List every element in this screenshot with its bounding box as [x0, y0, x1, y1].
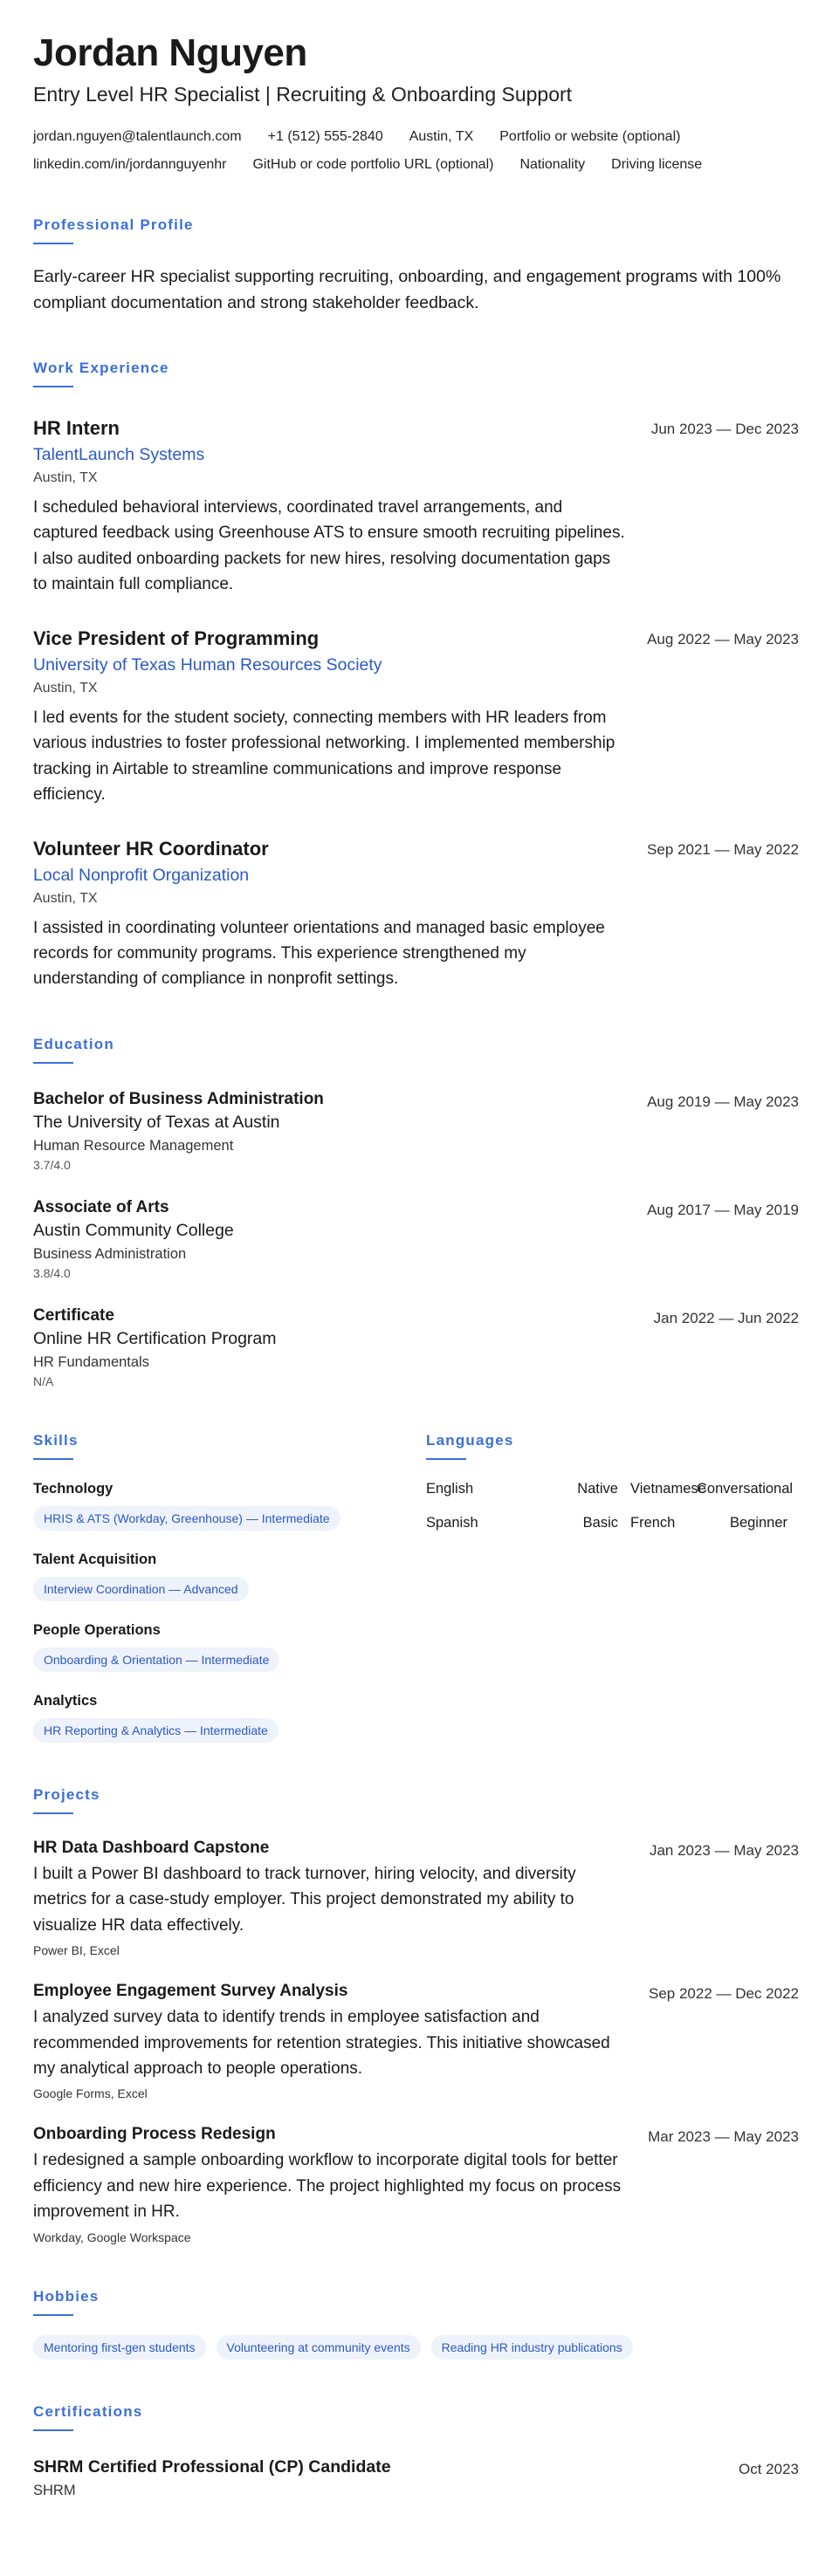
job-dates: Aug 2022 — May 2023 [647, 630, 799, 647]
skill-chip: HR Reporting & Analytics — Intermediate [33, 1718, 278, 1743]
project-name: Employee Engagement Survey Analysis [33, 1982, 348, 2001]
section-divider [33, 2314, 73, 2316]
project-entry [33, 1982, 799, 2100]
section-title: Projects [33, 1785, 100, 1803]
skill-group [33, 1552, 426, 1601]
section-title: Professional Profile [33, 216, 194, 233]
job-description: I assisted in coordinating volunteer orientations and managed basic employee records for community programs. This experience strengthened my understanding of compliance in nonprofit settings. [33, 918, 605, 989]
experience-entry [33, 627, 799, 808]
project-entry [33, 2125, 799, 2244]
section-divider [33, 1458, 73, 1460]
education-section [33, 1036, 799, 1388]
section-title: Certifications [33, 2402, 143, 2420]
gpa-value: N/A [33, 1374, 54, 1388]
project-tools: Google Forms, Excel [33, 2086, 148, 2101]
contact-github[interactable]: GitHub or code portfolio URL (optional) [252, 156, 494, 172]
language-level: Basic [582, 1514, 618, 1531]
company-name: Local Nonprofit Organization [33, 865, 250, 885]
job-location: Austin, TX [33, 470, 98, 486]
projects-section [33, 1786, 799, 2244]
resume-header [33, 31, 799, 173]
certifications-section [33, 2403, 799, 2499]
contact-phone[interactable]: +1 (512) 555-2840 [267, 128, 383, 144]
education-dates: Aug 2019 — May 2023 [647, 1093, 799, 1110]
contact-driving-license: Driving license [611, 156, 703, 172]
hobbies-section [33, 2288, 799, 2360]
project-description: I built a Power BI dashboard to track turnover, hiring velocity, and diversity metrics for a case-study employer. This project demonstrated my ability to visualize HR data effectively. [33, 1864, 576, 1935]
hobby-list [33, 2335, 799, 2360]
project-description: I analyzed survey data to identify trends in employee satisfaction and recommended improvements for retention strategies. This initiative showcased my analytical approach to people operations. [33, 2008, 610, 2079]
project-entry [33, 1839, 799, 1957]
job-title: HR Intern [33, 417, 120, 440]
language-name: Vietnamese [630, 1480, 706, 1497]
education-dates: Jan 2022 — Jun 2022 [653, 1309, 799, 1326]
project-name: Onboarding Process Redesign [33, 2125, 276, 2144]
gpa-value: 3.7/4.0 [33, 1157, 71, 1172]
experience-entry [33, 417, 799, 598]
section-divider [426, 1458, 466, 1460]
job-title: Volunteer HR Coordinator [33, 837, 269, 860]
job-dates: Jun 2023 — Dec 2023 [650, 421, 799, 438]
experience-entry [33, 838, 799, 992]
project-dates: Mar 2023 — May 2023 [648, 2128, 799, 2146]
hobby-chip: Mentoring first-gen students [33, 2335, 206, 2360]
certification-entry [33, 2457, 799, 2499]
job-description: I led events for the student society, connecting members with HR leaders from various industries to foster professional networking. I implemented membership tracking in Airtable to streamline communications and improve response efficiency. [33, 708, 615, 805]
section-divider [33, 1812, 73, 1814]
school-name: Austin Community College [33, 1220, 234, 1240]
skill-chip: Interview Coordination — Advanced [33, 1577, 249, 1601]
company-name: TalentLaunch Systems [33, 445, 205, 465]
contact-nationality: Nationality [519, 156, 586, 172]
education-entry [33, 1198, 799, 1280]
candidate-name: Jordan Nguyen [33, 31, 307, 74]
language-name: English [426, 1480, 474, 1497]
experience-section [33, 360, 799, 992]
project-dates: Sep 2022 — Dec 2022 [648, 1985, 799, 2003]
field-of-study: Human Resource Management [33, 1137, 234, 1154]
skills-languages-row [33, 1432, 799, 1743]
gpa-value: 3.8/4.0 [33, 1265, 71, 1280]
skill-category: People Operations [33, 1621, 161, 1638]
skill-chip: Onboarding & Orientation — Intermediate [33, 1648, 279, 1672]
project-description: I redesigned a sample onboarding workflow to incorporate digital tools for better efficiency and new hire experience. The project highlighted my focus on process improvement in HR. [33, 2151, 622, 2222]
project-tools: Workday, Google Workspace [33, 2230, 191, 2244]
section-divider [33, 243, 73, 244]
profile-summary: Early-career HR specialist supporting recruiting, onboarding, and engagement programs with 100% compliant documentation and strong stakeholder feedback. [33, 266, 781, 312]
skill-group [33, 1622, 426, 1672]
contact-website[interactable]: Portfolio or website (optional) [499, 128, 681, 144]
skill-category: Analytics [33, 1692, 98, 1709]
education-dates: Aug 2017 — May 2019 [647, 1201, 799, 1218]
skill-category: Technology [33, 1480, 113, 1497]
contact-location: Austin, TX [409, 128, 474, 144]
skill-group [33, 1693, 426, 1743]
skill-chip: HRIS & ATS (Workday, Greenhouse) — Intermediate [33, 1506, 340, 1531]
candidate-headline: Entry Level HR Specialist | Recruiting & Onboarding Support [33, 82, 573, 106]
section-title: Skills [33, 1431, 79, 1449]
language-list [426, 1481, 799, 1531]
education-entry [33, 1306, 799, 1388]
project-tools: Power BI, Excel [33, 1943, 120, 1958]
language-level: Beginner [729, 1514, 787, 1531]
section-divider [33, 2429, 73, 2431]
job-location: Austin, TX [33, 680, 98, 695]
section-title: Education [33, 1035, 114, 1052]
contact-list [33, 129, 799, 173]
language-level: Native [577, 1480, 618, 1497]
job-description: I scheduled behavioral interviews, coordinated travel arrangements, and captured feedback using Greenhouse ATS to ensure smooth recruiting pipelines. I also audited onboarding packets for new hires, resolving documentation gaps to maintain full compliance. [33, 498, 625, 594]
languages-section [426, 1432, 799, 1743]
degree-title: Bachelor of Business Administration [33, 1089, 324, 1108]
company-name: University of Texas Human Resources Society [33, 654, 382, 675]
skill-group [33, 1481, 426, 1531]
skill-category: Talent Acquisition [33, 1551, 157, 1567]
job-dates: Sep 2021 — May 2022 [647, 840, 799, 858]
job-title: Vice President of Programming [33, 627, 320, 649]
field-of-study: Business Administration [33, 1245, 187, 1262]
language-name: Spanish [426, 1514, 478, 1531]
section-divider [33, 386, 73, 387]
section-divider [33, 1062, 73, 1064]
project-dates: Jan 2023 — May 2023 [649, 1841, 799, 1859]
profile-section [33, 216, 799, 316]
degree-title: Associate of Arts [33, 1197, 169, 1216]
contact-linkedin[interactable]: linkedin.com/in/jordannguyenhr [33, 156, 227, 172]
certification-issuer: SHRM [33, 2482, 76, 2498]
certification-date: Oct 2023 [739, 2460, 799, 2477]
contact-email[interactable]: jordan.nguyen@talentlaunch.com [33, 128, 242, 144]
section-title: Work Experience [33, 360, 169, 377]
job-location: Austin, TX [33, 890, 98, 906]
section-title: Languages [426, 1431, 514, 1449]
project-name: HR Data Dashboard Capstone [33, 1838, 270, 1857]
hobby-chip: Volunteering at community events [217, 2335, 421, 2360]
skills-section [33, 1432, 426, 1743]
certification-name: SHRM Certified Professional (CP) Candidate [33, 2456, 391, 2477]
language-name: French [630, 1514, 676, 1531]
degree-title: Certificate [33, 1305, 114, 1325]
field-of-study: HR Fundamentals [33, 1353, 149, 1370]
section-title: Hobbies [33, 2287, 100, 2305]
hobby-chip: Reading HR industry publications [431, 2335, 633, 2360]
school-name: Online HR Certification Program [33, 1328, 277, 1348]
language-level: Conversational [697, 1480, 794, 1497]
school-name: The University of Texas at Austin [33, 1112, 280, 1132]
education-entry [33, 1090, 799, 1172]
